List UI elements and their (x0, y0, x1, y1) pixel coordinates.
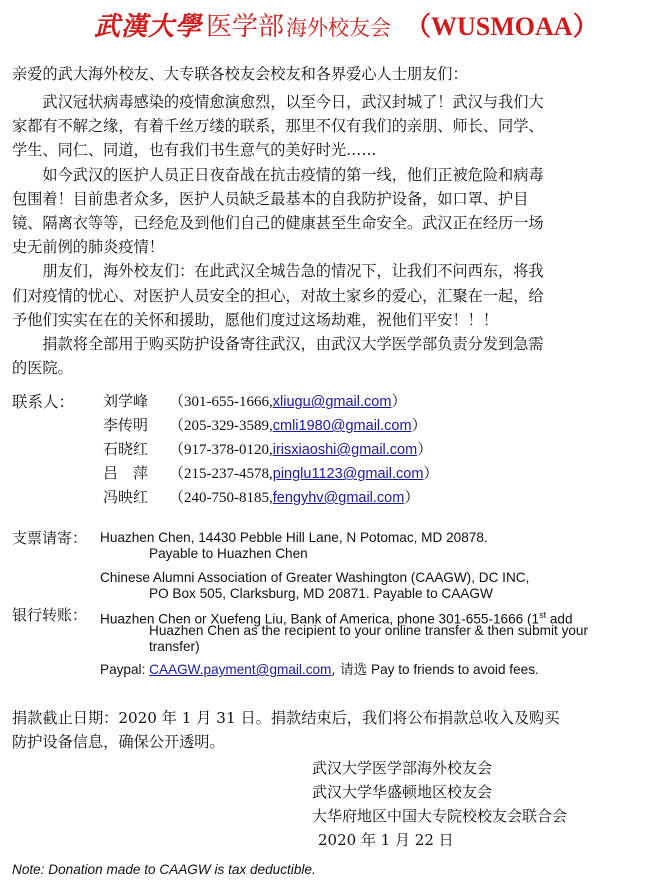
contact-name: 吕 萍 (103, 464, 149, 482)
contact-row (103, 462, 438, 483)
paragraph-line: 朋友们，海外校友们：在此武汉全城告急的情况下，让我们不问西东，将我 (12, 262, 544, 281)
paragraph-line: 包围着！目前患者众多，医护人员缺乏最基本的自我防护设备，如口罩、护目 (12, 189, 529, 208)
paragraph-line: 如今武汉的医护人员正日夜奋战在抗击疫情的第一线，他们正被危险和病毒 (12, 165, 544, 184)
bank-line-superscript: st (539, 610, 547, 620)
signature-org: 大华府地区中国大专院校校友会联合会 (312, 807, 568, 825)
contact-row (103, 438, 432, 459)
letter-title (94, 6, 599, 46)
paypal-email-link[interactable]: CAAGW.payment@gmail.com (149, 662, 332, 677)
bank-transfer-label: 银行转账： (12, 606, 88, 624)
contact-row (103, 414, 427, 435)
contacts-label: 联系人： (12, 393, 75, 411)
title-dept: 医学部 (206, 12, 285, 42)
paragraph-line: 家都有不解之缘，有着千丝万缕的联系，那里不仅有我们的亲朋、师长、同学、 (12, 117, 544, 136)
contact-close-paren: ） (391, 394, 407, 410)
paragraph-line: 武汉冠状病毒感染的疫情愈演愈烈，以至今日，武汉封城了！武汉与我们大 (12, 93, 544, 111)
contact-name: 刘学峰 (103, 392, 149, 410)
paragraph-line: 学生、同仁、同道，也有我们书生意气的美好时光…… (12, 141, 377, 160)
bank-transfer-line: Huazhen Chen as the recipient to your online transfer & then submit your (149, 623, 589, 638)
paragraph-line: 予他们实实在在的关怀和援助，愿他们度过这场劫难，祝他们平安！！！ (12, 310, 498, 329)
contact-close-paren: ） (417, 442, 433, 458)
contact-email-link[interactable]: pinglu1123@gmail.com (272, 466, 424, 482)
paragraph-line: 史无前例的肺炎疫情！ (12, 238, 164, 257)
check-address-line: Huazhen Chen, 14430 Pebble Hill Lane, N Potomac, MD 20878. (100, 530, 488, 545)
paragraph-line: 镜、隔离衣等等，已经危及到他们自己的健康甚至生命安全。武汉正在经历一场 (12, 214, 544, 233)
title-assoc: 海外校友会 (286, 16, 392, 40)
greeting: 亲爱的武大海外校友、大专联各校友会校友和各界爱心人士朋友们： (12, 65, 468, 83)
contact-name: 冯映红 (103, 488, 149, 506)
deadline-line: 防护设备信息，确保公开透明。 (12, 733, 225, 752)
contact-email-link[interactable]: irisxiaoshi@gmail.com (272, 442, 418, 458)
paragraph-line: 捐款将全部用于购买防护设备寄往武汉，由武汉大学医学部负责分发到急需 (12, 335, 544, 354)
contact-name: 李传明 (103, 416, 149, 434)
contact-row (103, 390, 406, 411)
contact-phone: （917-378-0120, (169, 442, 273, 458)
paypal-label: Paypal: (100, 662, 150, 677)
paypal-instruction-en: Pay to friends to avoid fees. (367, 662, 539, 677)
contact-close-paren: ） (411, 418, 427, 434)
body-text (12, 90, 544, 380)
caagw-address-line: Chinese Alumni Association of Greater Washington (CAAGW), DC INC, (100, 570, 530, 585)
contact-email-link[interactable]: cmli1980@gmail.com (272, 418, 412, 434)
contact-email-link[interactable]: xliugu@gmail.com (272, 394, 392, 410)
paypal-instruction-zh: , 请选 (331, 662, 368, 678)
contact-phone: （215-237-4578, (169, 466, 273, 482)
check-payable-line: Payable to Huazhen Chen (149, 546, 308, 561)
tax-note: Note: Donation made to CAAGW is tax deductible. (12, 862, 316, 877)
signature-date: 2020 年 1 月 22 日 (318, 831, 454, 849)
contact-phone: （205-329-3589, (169, 418, 273, 434)
paypal-line (100, 662, 539, 678)
contact-row (103, 486, 419, 507)
deadline-line: 捐款截止日期：2020 年 1 月 31 日。捐款结束后，我们将公布捐款总收入及购买 (12, 709, 560, 727)
whu-logo-text: 武漢大學 (94, 12, 203, 42)
caagw-payable-line: PO Box 505, Clarksburg, MD 20871. Payable to CAAGW (149, 586, 493, 601)
signature-org: 武汉大学医学部海外校友会 (312, 759, 493, 777)
check-label: 支票请寄： (12, 529, 88, 547)
contact-phone: （301-655-1666, (169, 394, 273, 410)
bank-transfer-line: transfer) (149, 639, 200, 654)
contact-name: 石晓红 (103, 440, 149, 458)
title-abbr: （WUSMOAA） (405, 12, 599, 41)
bank-line-text: add (546, 611, 573, 627)
contact-phone: （240-750-8185, (169, 490, 273, 506)
signature-org: 武汉大学华盛顿地区校友会 (312, 783, 493, 801)
contact-email-link[interactable]: fengyhv@gmail.com (272, 490, 405, 506)
deadline-text (12, 706, 559, 754)
contact-close-paren: ） (423, 466, 439, 482)
paragraph-line: 们对疫情的忧心、对医护人员安全的担心，对故土家乡的爱心，汇聚在一起，给 (12, 286, 544, 305)
contact-close-paren: ） (404, 490, 420, 506)
bank-line-text: Huazhen Chen or Xuefeng Liu, Bank of America, phone 301-655-1666 (1 (100, 611, 540, 627)
paragraph-line: 的医院。 (12, 359, 73, 378)
